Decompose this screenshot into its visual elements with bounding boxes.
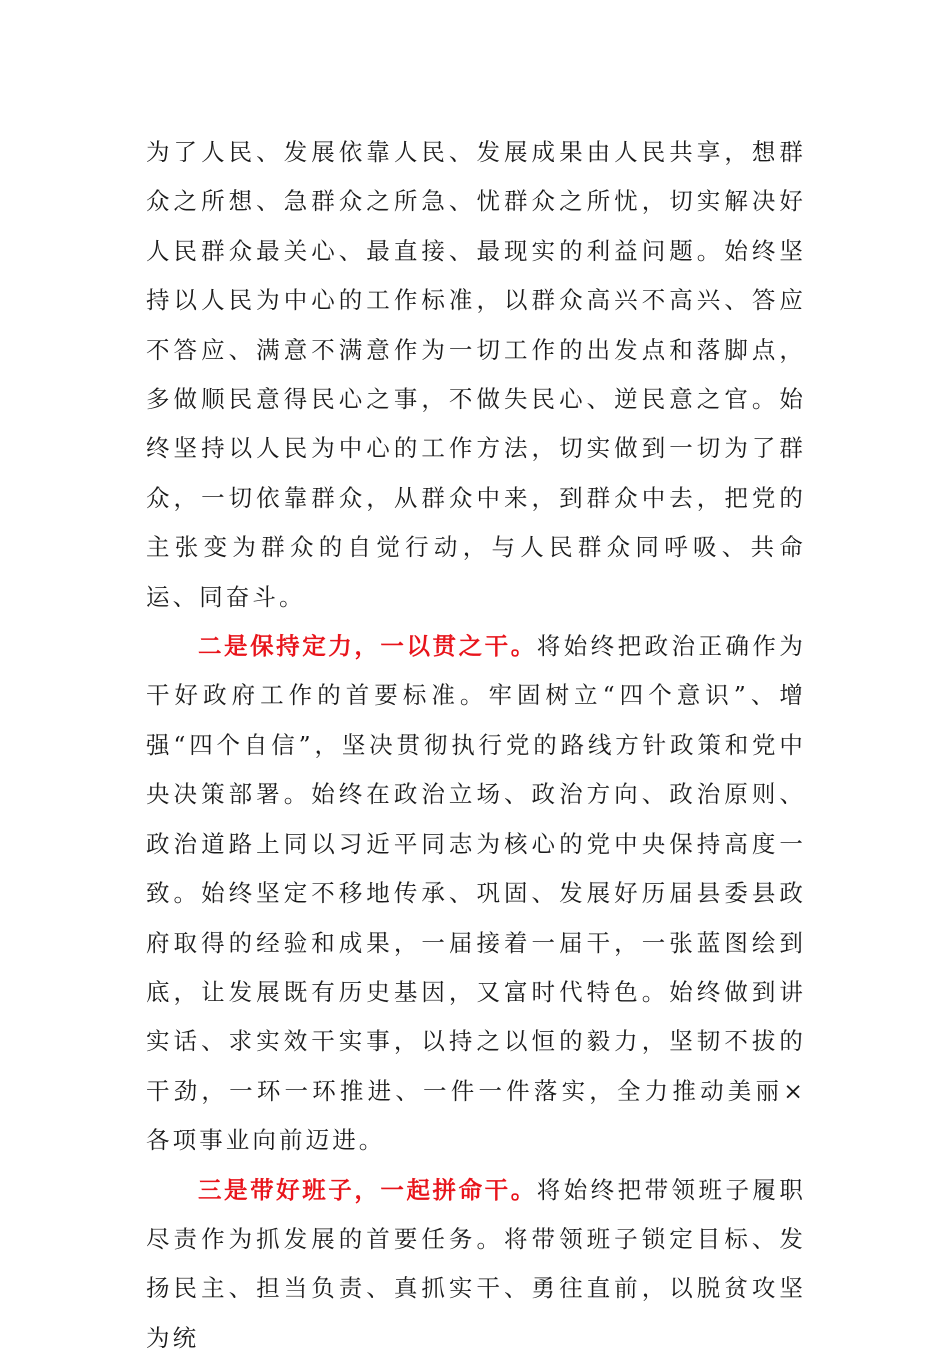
paragraph-1 [146, 128, 806, 622]
paragraph-1-body: 为了人民、发展依靠人民、发展成果由人民共享，想群众之所想、急群众之所急、忧群众之所忧，切实解决好人民群众最关心、最直接、最现实的利益问题。始终坚持以人民为中心的工作标准，以群众高兴不高兴、答应不答应、满意不满意作为一切工作的出发点和落脚点，多做顺民意得民心之事，不做失民心、逆民意之官。始终坚持以人民为中心的工作方法，切实做到一切为了群众，一切依靠群众，从群众中来，到群众中去，把党的主张变为群众的自觉行动，与人民群众同呼吸、共命运、同奋斗。 [146, 138, 806, 611]
paragraph-3-body: 将始终把带领班子履职尽责作为抓发展的首要任务。将带领班子锁定目标、发扬民主、担当负责、真抓实干、勇往直前，以脱贫攻坚为统 [146, 1175, 806, 1352]
paragraph-3 [146, 1166, 806, 1363]
document-body [146, 128, 806, 1363]
paragraph-2-body: 将始终把政治正确作为干好政府工作的首要标准。牢固树立“四个意识”、增强“四个自信”，坚决贯彻执行党的路线方针政策和党中央决策部署。始终在政治立场、政治方向、政治原则、政治道路上同以习近平同志为核心的党中央保持高度一致。始终坚定不移地传承、巩固、发展好历届县委县政府取得的经验和成果，一届接着一届干，一张蓝图绘到底，让发展既有历史基因，又富时代特色。始终做到讲实话、求实效干实事，以持之以恒的毅力，坚韧不拔的干劲，一环一环推进、一件一件落实，全力推动美丽×各项事业向前迈进。 [146, 632, 806, 1155]
paragraph-2 [146, 622, 806, 1165]
paragraph-2-heading: 二是保持定力，一以贯之干。 [198, 632, 537, 661]
paragraph-3-heading: 三是带好班子，一起拼命干。 [198, 1175, 537, 1204]
